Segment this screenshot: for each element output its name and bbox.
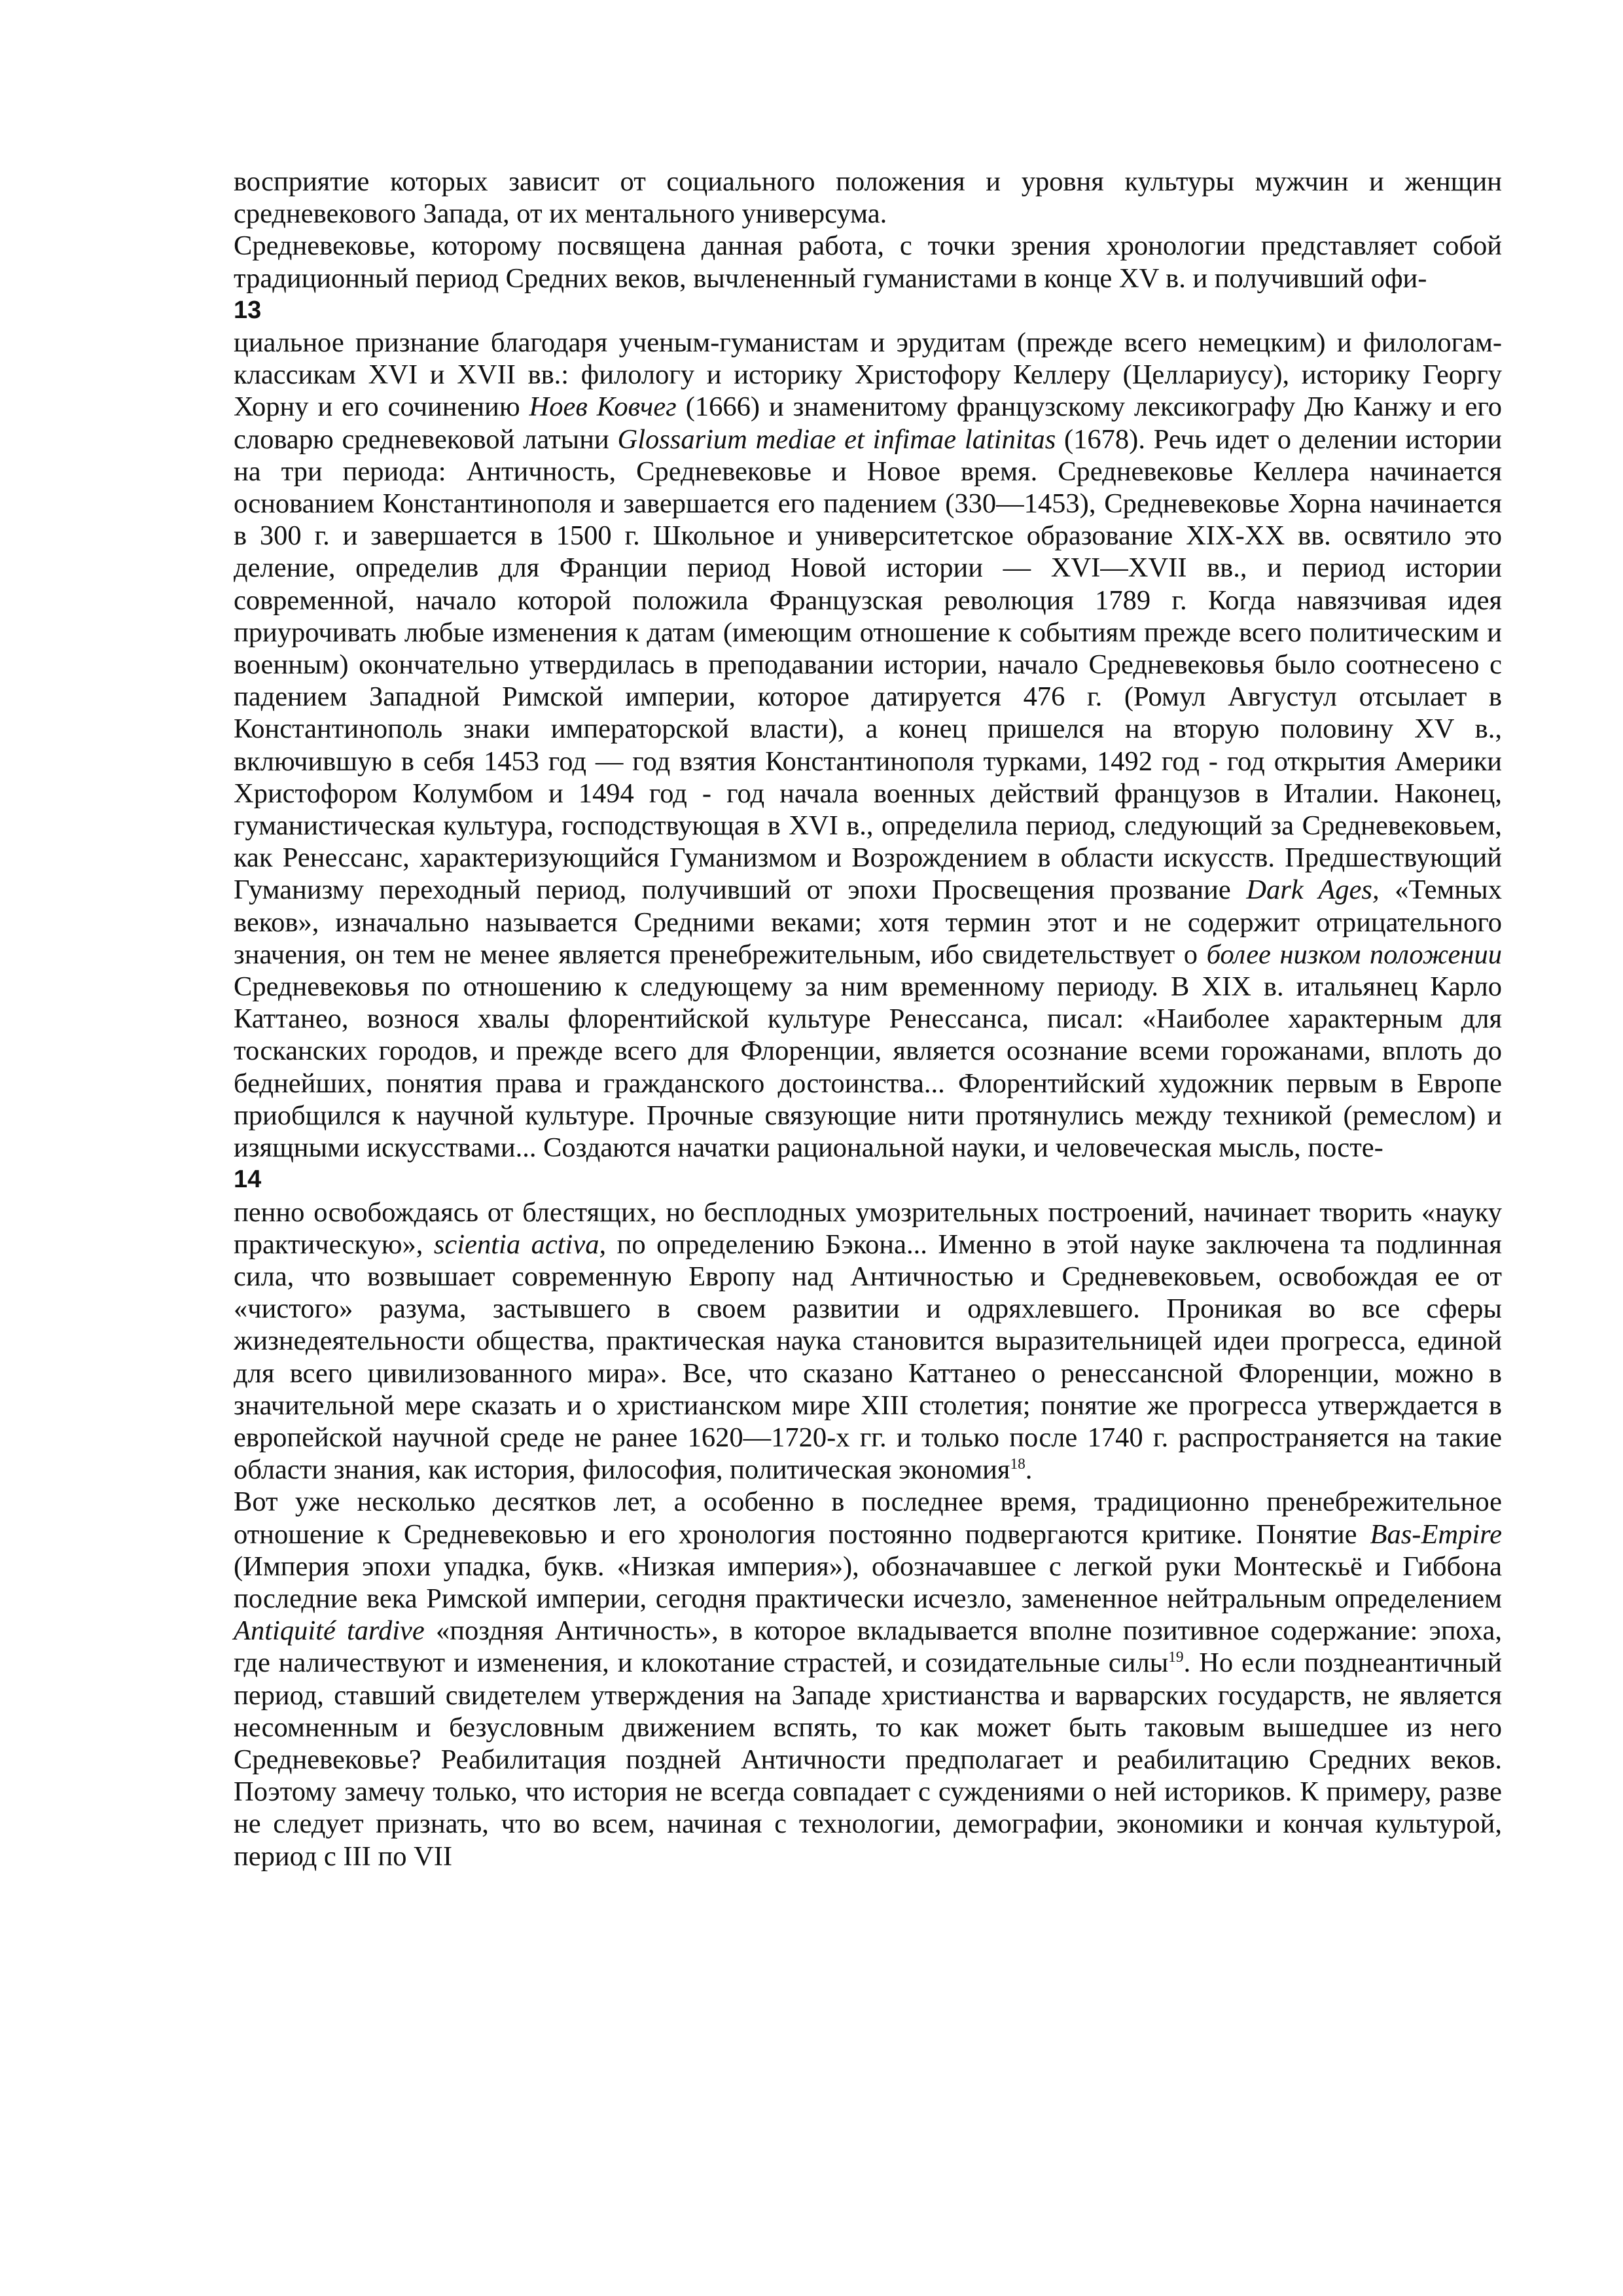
text-run: по определению Бэкона... Именно в этой науке заключена та подлинная сила, что возвышает современную Европу над Античностью и Средневековьем, освобождая ее от «чистого» разума, застывшего в своем развитии и одряхлевшего. Проникая во все сферы жизнедеятельности общества, практическая наука становится выразительницей идеи прогресса, единой для всего цивилизованного мира». Все, что сказано Каттанео о ренессансной Флоренции, можно в значительной мере сказать и о христианском мире XIII столетия; понятие же прогресса утверждается в европейской научной среде не ранее 1620—1720-х гг. и только после 1740 г. распространяется на такие области знания, как история, философия, политическая экономия bbox=[234, 1229, 1502, 1486]
paragraph bbox=[234, 230, 1502, 294]
text-run: Средневековье, которому посвящена данная работа, с точки зрения хронологии представляет собой традиционный период Средних веков, вычлененный гуманистами в конце XV в. и получивший офи- bbox=[234, 230, 1502, 294]
text-run: (1678). Речь идет о делении истории на три периода: Античность, Средневековье и Новое время. Средневековье Келлера начинается основанием Константинополя и завершается его падением (330—1453), Средневековье Хорна начинается в 300 г. и завершается в 1500 г. Школьное и университетское образование XIX-XX вв. освятило это деление, определив для Франции период Новой истории — XVI—XVII вв., и период истории современной, начало которой положила Французская революция 1789 г. Когда навязчивая идея приурочивать любые изменения к датам (имеющим отношение к событиям прежде всего политическим и военным) окончательно утвердилась в преподавании истории, начало Средневековья было соотнесено с падением Западной Римской империи, которое датируется 476 г. (Ромул Августул отсылает в Константинополь знаки императорской власти), а конец пришелся на вторую половину XV в., включившую в себя 1453 год — год взятия Константинополя турками, 1492 год - год открытия Америки Христофором Колумбом и 1494 год - год начала военных действий французов в Италии. Наконец, гуманистическая культура, господствующая в XVI в., определила период, следующий за Средневековьем, как Ренессанс, характеризующийся Гуманизмом и Возрождением в области искусств. Предшествующий Гуманизму переходный период, получивший от эпохи Просвещения прозвание bbox=[234, 423, 1502, 906]
italic-emphasis: более низком положении bbox=[1206, 939, 1503, 970]
italic-term: scientia activa, bbox=[433, 1229, 607, 1260]
italic-title: Glossarium mediae et infimae latinitas bbox=[617, 423, 1056, 455]
text-run: Средневековья по отношению к следующему за ним временному периоду. В XIX в. итальянец Карло Каттанео, вознося хвалы флорентийской культуре Ренессанса, писал: «Наиболее характерным для тосканских городов, и прежде всего для Флоренции, является осознание всеми горожанами, вплоть до беднейших, понятия права и гражданского достоинства... Флорентийский художник первым в Европе приобщился к научной культуре. Прочные связующие нити протянулись между техникой (ремеслом) и изящными искусствами... Создаются начатки рациональной науки, и человеческая мысль, посте- bbox=[234, 971, 1502, 1164]
paragraph bbox=[234, 1196, 1502, 1486]
italic-term: Bas-Empire bbox=[1370, 1518, 1502, 1550]
text-run: пенно освобождаясь от блестящих, но бесплодных умозрительных построений, начинает творить «науку практическую», bbox=[234, 1196, 1502, 1260]
text-run: (Империя эпохи упадка, букв. «Низкая империя»), обозначавшее с легкой руки Монтескьё и Гиббона последние века Римской империи, сегодня практически исчезло, замененное нейтральным определением bbox=[234, 1551, 1502, 1614]
text-run: (1666) и знаменитому французскому лексикографу Дю Канжу и его словарю средневековой латыни bbox=[234, 391, 1502, 455]
text-run: «Темных веков», изначально называется Средними веками; хотя термин этот и не содержит отрицательного значения, он тем не менее является пренебрежительным, ибо свидетельствует о bbox=[234, 874, 1502, 970]
paragraph bbox=[234, 327, 1502, 1164]
italic-term: Dark Ages, bbox=[1246, 874, 1380, 906]
footnote-ref: 19 bbox=[1168, 1649, 1184, 1666]
text-run: восприятие которых зависит от социального положения и уровня культуры мужчин и женщин средневекового Запада, от их ментального универсума. bbox=[234, 166, 1502, 230]
footnote-ref: 18 bbox=[1010, 1455, 1026, 1473]
italic-term: Antiquité tardive bbox=[234, 1615, 425, 1647]
page-number: 14 bbox=[234, 1166, 262, 1194]
text-run: . bbox=[1025, 1454, 1033, 1486]
text-run: . Но если позднеантичный период, ставший свидетелем утверждения на Западе христианства и варварских государств, не является несомненным и безусловным движением вспять, то как может быть таковым вышедшее из него Средневековье? Реабилитация поздней Античности предполагает и реабилитацию Средних веков. Поэтому замечу только, что история не всегда совпадает с суждениями о ней историков. К примеру, разве не следует признать, что во всем, начиная с технологии, демографии, экономики и кончая культурой, период с III по VII bbox=[234, 1647, 1502, 1872]
paragraph bbox=[234, 1486, 1502, 1872]
page-number: 13 bbox=[234, 296, 262, 324]
text-run: «поздняя Античность», в которое вкладывается вполне позитивное содержание: эпоха, где наличествуют и изменения, и клокотание страстей, и созидательные силы bbox=[234, 1615, 1502, 1679]
text-run: Вот уже несколько десятков лет, а особенно в последнее время, традиционно пренебрежительное отношение к Средневековью и его хронология постоянно подвергаются критике. Понятие bbox=[234, 1486, 1502, 1550]
document-page bbox=[234, 166, 1502, 1873]
italic-title: Ноев Ковчег bbox=[529, 391, 677, 423]
text-run: циальное признание благодаря ученым-гуманистам и эрудитам (прежде всего немецким) и филологам-классикам XVI и XVII вв.: филологу и историку Христофору Келлеру (Целлариусу), историку Георгу Хорну и его сочинению bbox=[234, 327, 1502, 423]
paragraph bbox=[234, 166, 1502, 230]
